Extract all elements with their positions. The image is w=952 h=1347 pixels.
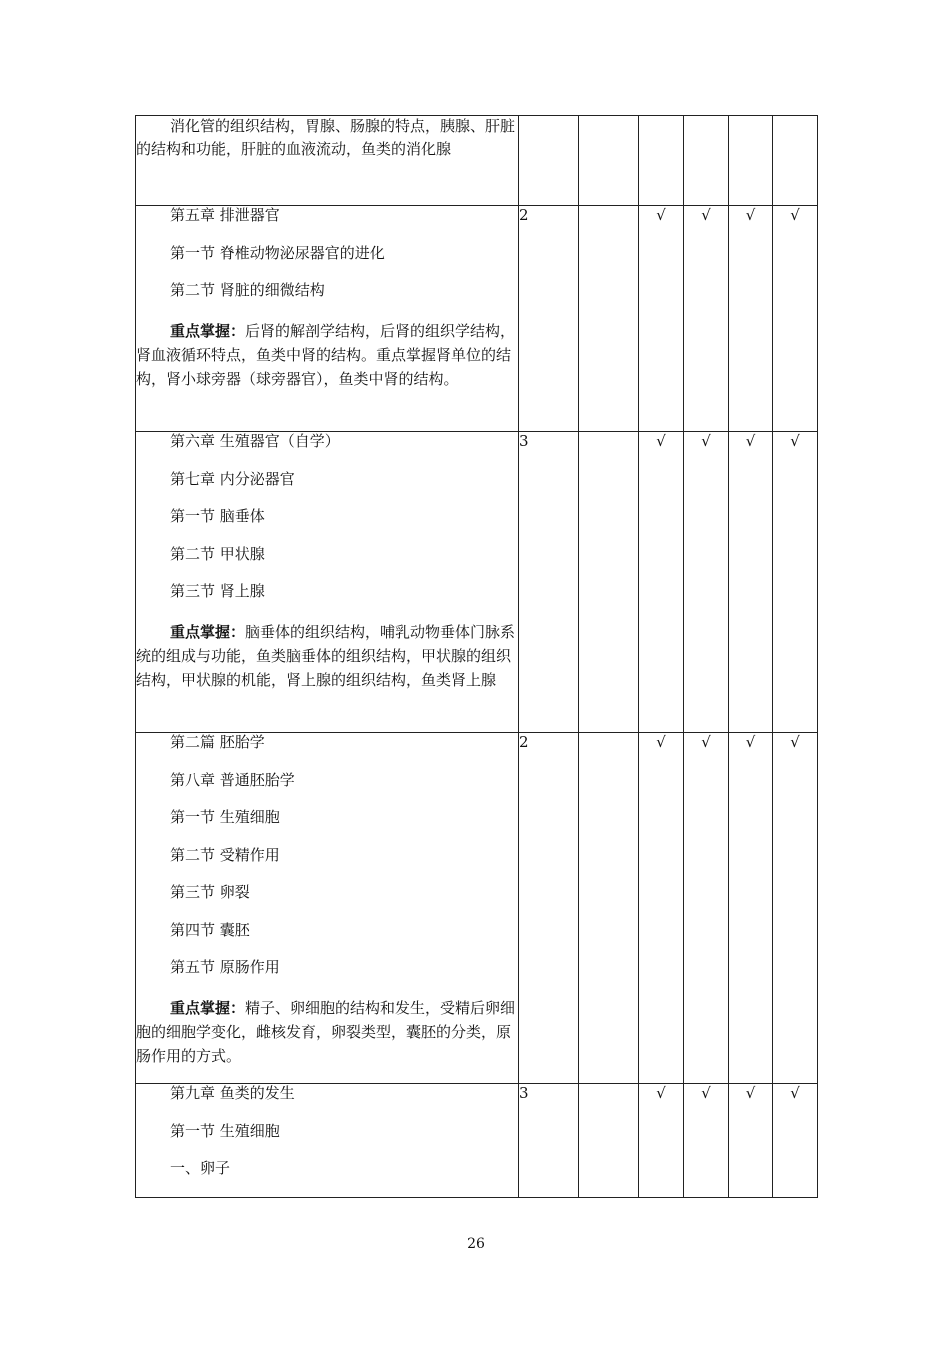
key-points-label: 重点掌握： — [170, 321, 246, 340]
content-cell — [136, 733, 519, 1084]
key-points-paragraph: 重点掌握：后肾的解剖学结构，后肾的组织学结构，肾血液循环特点，鱼类中肾的结构。重点掌握肾单位的结构，肾小球旁器（球旁器官），鱼类中肾的结构。 — [136, 321, 516, 388]
key-points-label: 重点掌握： — [170, 622, 246, 641]
section-heading: 第三节 肾上腺 — [170, 582, 265, 600]
check-mark: √ — [729, 733, 773, 1084]
blank-cell — [579, 116, 639, 206]
check-mark — [684, 116, 729, 206]
check-mark: √ — [684, 206, 729, 432]
check-mark: √ — [729, 432, 773, 733]
key-points-paragraph: 重点掌握：精子、卵细胞的结构和发生，受精后卵细胞的细胞学变化，雌核发育，卵裂类型，囊胚的分类，原肠作用的方式。 — [136, 998, 516, 1065]
content-cell — [136, 116, 519, 206]
hours-cell: 3 — [519, 432, 579, 733]
page-number: 26 — [467, 1236, 485, 1252]
check-mark — [639, 116, 684, 206]
chapter-heading: 第五章 排泄器官 — [170, 206, 280, 224]
check-mark: √ — [773, 1084, 818, 1198]
section-heading: 第一节 生殖细胞 — [170, 808, 280, 826]
key-points-paragraph: 重点掌握：脑垂体的组织结构，哺乳动物垂体门脉系统的组成与功能，鱼类脑垂体的组织结构，甲状腺的组织结构，甲状腺的机能，肾上腺的组织结构，鱼类肾上腺 — [136, 622, 516, 689]
syllabus-table — [135, 115, 818, 1198]
chapter-heading: 第六章 生殖器官（自学） — [170, 432, 340, 450]
section-heading: 第一节 生殖细胞 — [170, 1121, 280, 1140]
table-row — [136, 432, 818, 733]
blank-cell — [579, 1084, 639, 1198]
part-heading: 第二篇 胚胎学 — [170, 733, 265, 751]
chapter-heading: 第八章 普通胚胎学 — [170, 770, 295, 789]
section-heading: 第一节 脑垂体 — [170, 507, 265, 525]
check-mark: √ — [773, 733, 818, 1084]
table-row — [136, 1084, 818, 1198]
table-row — [136, 206, 818, 432]
check-mark: √ — [639, 733, 684, 1084]
check-mark: √ — [639, 1084, 684, 1198]
section-heading: 第四节 囊胚 — [170, 920, 250, 939]
content-cell — [136, 1084, 519, 1198]
section-heading: 第二节 甲状腺 — [170, 544, 265, 563]
hours-cell — [519, 116, 579, 206]
key-points-label: 重点掌握： — [170, 998, 246, 1017]
section-heading: 第三节 卵裂 — [170, 883, 250, 901]
hours-cell: 2 — [519, 733, 579, 1084]
check-mark: √ — [639, 432, 684, 733]
check-mark: √ — [684, 432, 729, 733]
content-cell — [136, 206, 519, 432]
check-mark: √ — [773, 206, 818, 432]
section-heading: 第一节 脊椎动物泌尿器官的进化 — [170, 243, 385, 262]
check-mark: √ — [729, 206, 773, 432]
check-mark: √ — [773, 432, 818, 733]
subsection-heading: 一、卵子 — [170, 1159, 231, 1177]
check-mark: √ — [684, 733, 729, 1084]
section-heading: 第二节 受精作用 — [170, 845, 280, 864]
check-mark — [773, 116, 818, 206]
hours-cell: 3 — [519, 1084, 579, 1198]
table-row — [136, 116, 818, 206]
chapter-heading: 第七章 内分泌器官 — [170, 469, 295, 488]
content-cell — [136, 432, 519, 733]
blank-cell — [579, 432, 639, 733]
content-paragraph: 消化管的组织结构，胃腺、肠腺的特点，胰腺、肝脏的结构和功能，肝脏的血液流动，鱼类的消化腺 — [136, 117, 516, 158]
check-mark — [729, 116, 773, 206]
chapter-heading: 第九章 鱼类的发生 — [170, 1084, 295, 1102]
section-heading: 第五节 原肠作用 — [170, 958, 280, 976]
blank-cell — [579, 206, 639, 432]
table-row — [136, 733, 818, 1084]
section-heading: 第二节 肾脏的细微结构 — [170, 281, 325, 299]
check-mark: √ — [684, 1084, 729, 1198]
check-mark: √ — [729, 1084, 773, 1198]
check-mark: √ — [639, 206, 684, 432]
hours-cell: 2 — [519, 206, 579, 432]
blank-cell — [579, 733, 639, 1084]
